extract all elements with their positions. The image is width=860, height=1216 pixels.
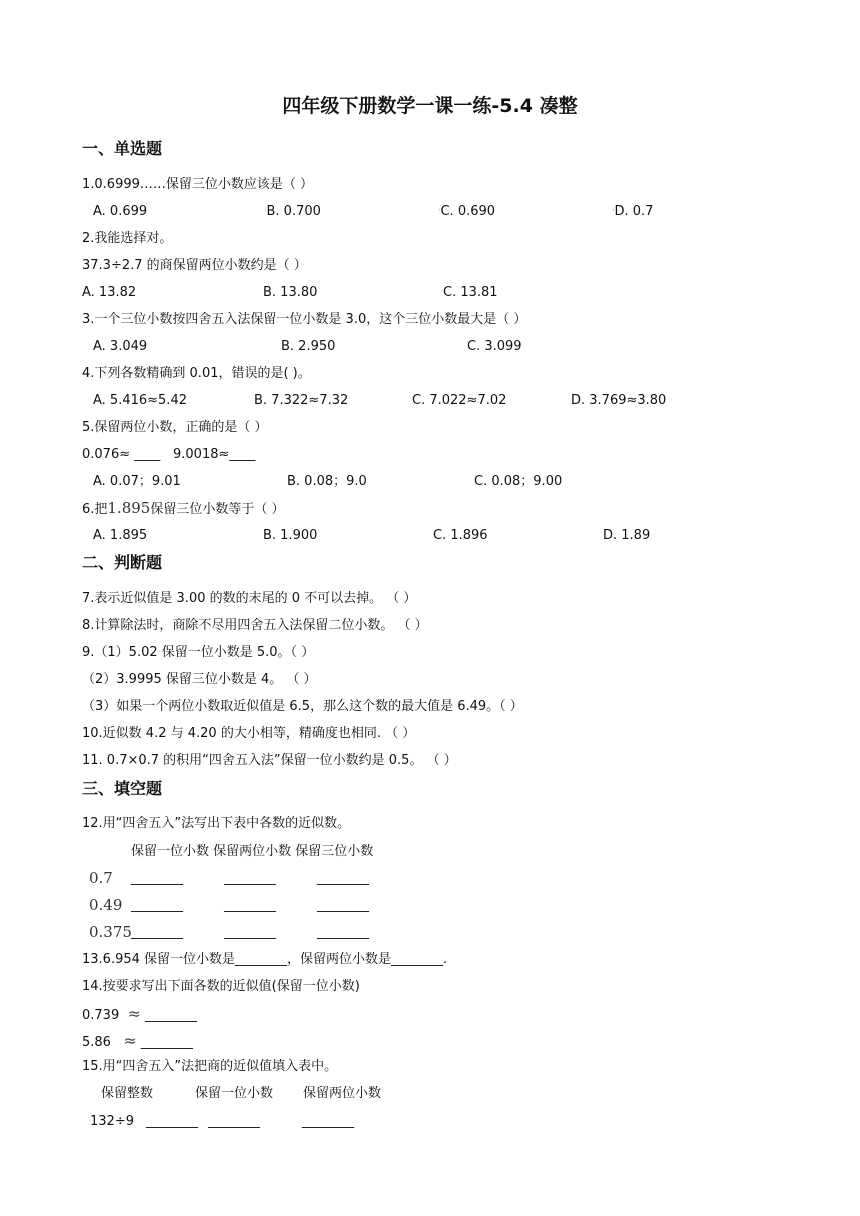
question-2-option-a: A. 13.82 [82, 285, 137, 300]
question-5-option-c: C. 0.08；9.00 [474, 474, 563, 489]
question-3-option-b: B. 2.950 [281, 339, 336, 354]
question-12-row-3-blank-3[interactable]: ________ [317, 925, 369, 940]
question-15-stem: 15.用“四舍五入”法把商的近似值填入表中。 [82, 1059, 338, 1074]
question-1-option-d: 'D. 0.7 [612, 204, 654, 219]
question-12-table-headers: 保留一位小数 保留两位小数 保留三位小数 [131, 844, 374, 859]
question-6-option-b: B. 1.900 [263, 528, 318, 543]
question-15-blank-1[interactable]: ________ [146, 1114, 198, 1129]
question-1-option-c: 'C. 0.690 [438, 204, 496, 219]
question-1-option-a: A. 0.699 [93, 204, 148, 219]
question-2-sub: 37.3÷2.7 的商保留两位小数约是（ ） [82, 258, 307, 273]
question-12-row-3-blank-1[interactable]: ________ [131, 925, 183, 940]
section-heading-single-choice: 一、单选题 [82, 139, 163, 158]
question-3-option-c: C. 3.099 [467, 339, 522, 354]
question-12-row-3-blank-2[interactable]: ________ [224, 925, 276, 940]
question-12-row-1-blank-1[interactable]: ________ [131, 871, 183, 886]
question-11: 11. 0.7×0.7 的积用“四舍五入法”保留一位小数约是 0.5。 （ ） [82, 753, 457, 768]
section-heading-true-false: 二、判断题 [82, 553, 163, 572]
question-13: 13.6.954 保留一位小数是________，保留两位小数是________. [82, 952, 448, 967]
question-15-header-two-decimal: 保留两位小数 [303, 1086, 382, 1101]
question-5-sub-2: 9.0018≈____ [173, 447, 256, 462]
question-15-blank-3[interactable]: ________ [302, 1114, 354, 1129]
question-4-stem: 4.下列各数精确到 0.01，错误的是( )。 [82, 366, 311, 381]
question-15-blank-2[interactable]: ________ [208, 1114, 260, 1129]
question-3-option-a: A. 3.049 [93, 339, 148, 354]
question-4-option-c: C. 7.022≈7.02 [412, 393, 507, 408]
question-14-item-1: 0.739 ≈ ________ [82, 1004, 198, 1023]
question-12-row-1-blank-2[interactable]: ________ [224, 871, 276, 886]
question-15-header-integer: 保留整数 [101, 1086, 154, 1101]
question-5-stem: 5.保留两位小数，正确的是（ ） [82, 420, 268, 435]
question-2-option-c: C. 13.81 [443, 285, 498, 300]
page-title: 四年级下册数学一课一练-5.4 凑整 [282, 95, 578, 117]
question-12-row-2-blank-2[interactable]: ________ [224, 898, 276, 913]
question-12-row-1-blank-3[interactable]: ________ [317, 871, 369, 886]
question-5-option-b: B. 0.08；9.0 [287, 474, 367, 489]
question-5-option-a: A. 0.07；9.01 [93, 474, 181, 489]
question-10: 10.近似数 4.2 与 4.20 的大小相等，精确度也相同. （ ） [82, 726, 416, 741]
question-6-option-c: C. 1.896 [433, 528, 488, 543]
question-1-option-b: 'B. 0.700 [264, 204, 321, 219]
question-8: 8.计算除法时，商除不尽用四舍五入法保留二位小数。 （ ） [82, 618, 428, 633]
question-12-row-1-number: 0.7 [89, 869, 113, 887]
question-5-sub-1: 0.076≈ ____ [82, 447, 161, 462]
question-9-part-3: （3）如果一个两位小数取近似值是 6.5，那么这个数的最大值是 6.49。（ ） [82, 699, 523, 714]
question-4-option-a: A. 5.416≈5.42 [93, 393, 187, 408]
question-14-item-2: 5.86 ≈ ________ [82, 1031, 193, 1050]
question-6-option-d: D. 1.89 [603, 528, 651, 543]
question-7: 7.表示近似值是 3.00 的数的末尾的 0 不可以去掉。 （ ） [82, 591, 417, 606]
number-image-1895: 1.895 [107, 499, 151, 517]
question-15-row-label: 132÷9 [90, 1114, 134, 1129]
section-heading-fill-in: 三、填空题 [82, 779, 163, 798]
question-6-option-a: A. 1.895 [93, 528, 148, 543]
question-9-part-1: 9.（1）5.02 保留一位小数是 5.0。（ ） [82, 645, 315, 660]
question-9-part-2: （2）3.9995 保留三位小数是 4。 （ ） [82, 672, 317, 687]
question-6-stem: 6.把1.895保留三位小数等于（ ） [82, 499, 285, 517]
question-12-stem: 12.用“四舍五入”法写出下表中各数的近似数。 [82, 816, 351, 831]
question-1-stem: 1.0.6999……保留三位小数应该是（ ） [82, 177, 314, 192]
question-4-option-b: B. 7.322≈7.32 [254, 393, 349, 408]
question-12-row-2-number: 0.49 [89, 896, 123, 914]
question-4-option-d: D. 3.769≈3.80 [571, 393, 667, 408]
question-14-blank-2[interactable]: ________ [140, 1035, 193, 1050]
question-2-stem: 2.我能选择对。 [82, 231, 173, 246]
question-14-blank-1[interactable]: ________ [145, 1008, 198, 1023]
question-12-row-3-number: 0.375 [89, 923, 132, 941]
question-12-row-2-blank-1[interactable]: ________ [131, 898, 183, 913]
question-2-option-b: B. 13.80 [263, 285, 318, 300]
question-12-row-2-blank-3[interactable]: ________ [317, 898, 369, 913]
question-15-header-one-decimal: 保留一位小数 [195, 1086, 274, 1101]
question-14-stem: 14.按要求写出下面各数的近似值(保留一位小数) [82, 979, 360, 994]
question-3-stem: 3.一个三位小数按四舍五入法保留一位小数是 3.0，这个三位小数最大是（ ） [82, 312, 527, 327]
